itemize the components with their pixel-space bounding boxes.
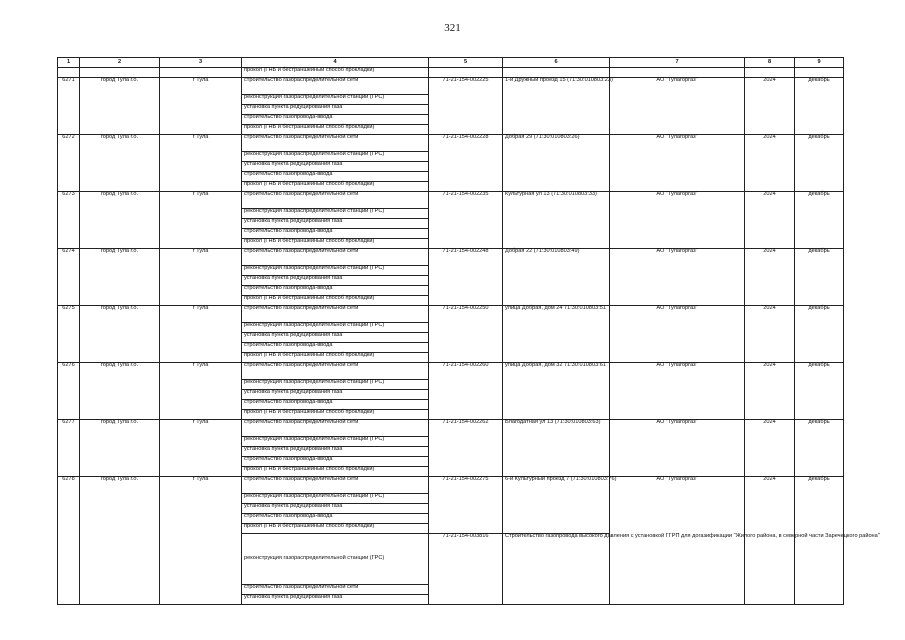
year-cell: 2024 [745,363,795,420]
cadastral-code: 71-21-154-003816 [429,534,503,605]
work-item: строительство газопровода-ввода [242,343,429,353]
cadastral-code: 71-21-154-002248 [429,249,503,306]
work-item: строительство газопровода-ввода [242,286,429,296]
organization-cell: АО "Тулагоргаз" [610,192,745,249]
address-cell: Добрая 29 (71:30:010803:26) [503,135,610,192]
column-header: 2 [80,58,160,68]
address-cell: 6-й Культурный проезд 7 (71:30:010803:76) [503,477,610,534]
table-row [58,363,844,380]
table-row [58,78,844,95]
organization-cell: АО "Тулагоргаз" [610,363,745,420]
record-number: 6272 [58,135,80,192]
table-row [58,192,844,209]
district-cell: город Тула г.о. [80,192,160,249]
organization-cell: АО "Тулагоргаз" [610,78,745,135]
year-cell: 2024 [745,249,795,306]
work-item: реконструкция газораспределительной станции (ГРС) [242,437,429,447]
cadastral-code: 71-21-154-002260 [429,363,503,420]
work-item: установка пункта редуцирования газа [242,447,429,457]
work-item: прокол (ГНБ и бестраншейный способ прокладки) [242,68,429,78]
work-item: реконструкция газораспределительной станции (ГРС) [242,152,429,162]
district-cell: город Тула г.о. [80,306,160,363]
work-item: установка пункта редуцирования газа [242,219,429,229]
address-cell: Добрая 22 (71:30:010803:49) [503,249,610,306]
work-item: прокол (ГНБ и бестраншейный способ прокладки) [242,524,429,534]
column-header: 6 [503,58,610,68]
work-item: установка пункта редуцирования газа [242,390,429,400]
carry-over-row [58,68,844,78]
work-item: установка пункта редуцирования газа [242,595,429,605]
address-cell: улица Добрая, дом 24 71:30:010803:51 [503,306,610,363]
cadastral-code: 71-21-154-002250 [429,306,503,363]
work-item: строительство газораспределительной сети [242,78,429,95]
record-number: 6271 [58,78,80,135]
table-row [58,477,844,494]
cadastral-code: 71-21-154-002235 [429,192,503,249]
district-cell: город Тула г.о. [80,249,160,306]
work-item: установка пункта редуцирования газа [242,105,429,115]
work-item: реконструкция газораспределительной станции (ГРС) [242,209,429,219]
work-item: строительство газопровода-ввода [242,400,429,410]
record-number: 6277 [58,420,80,477]
year-cell: 2024 [745,78,795,135]
city-cell: г Тула [160,306,242,363]
record-number: 6276 [58,363,80,420]
city-cell: г Тула [160,363,242,420]
record-number: 6273 [58,192,80,249]
work-item: реконструкция газораспределительной станции (ГРС) [242,534,429,585]
address-cell: Культурная ул 13 (71:30:010803:33) [503,192,610,249]
city-cell: г Тула [160,420,242,477]
work-item: строительство газораспределительной сети [242,477,429,494]
work-item: строительство газораспределительной сети [242,363,429,380]
district-cell: город Тула г.о. [80,477,160,605]
city-cell: г Тула [160,249,242,306]
work-item: реконструкция газораспределительной станции (ГРС) [242,380,429,390]
address-cell: 1-й Дружный проезд 15 (71:30:010803:23) [503,78,610,135]
header-row [58,58,844,68]
work-item: строительство газопровода-ввода [242,514,429,524]
month-cell: декабрь [795,192,844,249]
organization-cell: АО "Тулагоргаз" [610,477,745,605]
city-cell: г Тула [160,135,242,192]
month-cell: декабрь [795,477,844,605]
work-item: прокол (ГНБ и бестраншейный способ прокладки) [242,182,429,192]
cadastral-code: 71-21-154-002225 [429,78,503,135]
table-body [58,67,880,605]
page-number: 321 [444,22,461,34]
table-row [58,135,844,152]
work-item: строительство газораспределительной сети [242,306,429,323]
address-cell: Строительство газопровода высокого давления с установкой ГГРП для догазификации "Жилого района, в северной части Заречецкого района" [503,534,610,605]
district-cell: город Тула г.о. [80,135,160,192]
register-table [57,57,880,605]
record-number: 6274 [58,249,80,306]
work-item: установка пункта редуцирования газа [242,162,429,172]
table-row [58,249,844,266]
work-item: строительство газораспределительной сети [242,420,429,437]
organization-cell: АО "Тулагоргаз" [610,135,745,192]
city-cell: г Тула [160,78,242,135]
work-item: строительство газопровода-ввода [242,457,429,467]
work-item: строительство газораспределительной сети [242,249,429,266]
year-cell: 2024 [745,477,795,605]
year-cell: 2024 [745,420,795,477]
column-header: 4 [242,58,429,68]
work-item: прокол (ГНБ и бестраншейный способ прокладки) [242,296,429,306]
cadastral-code: 71-21-154-002275 [429,477,503,534]
month-cell: декабрь [795,420,844,477]
work-item: прокол (ГНБ и бестраншейный способ прокладки) [242,353,429,363]
district-cell: город Тула г.о. [80,363,160,420]
address-cell: улица Добрая, дом 32 71:30:010803:61 [503,363,610,420]
work-item: строительство газораспределительной сети [242,585,429,595]
organization-cell: АО "Тулагоргаз" [610,420,745,477]
work-item: прокол (ГНБ и бестраншейный способ прокладки) [242,410,429,420]
column-header: 5 [429,58,503,68]
work-item: прокол (ГНБ и бестраншейный способ прокладки) [242,125,429,135]
work-item: реконструкция газораспределительной станции (ГРС) [242,266,429,276]
work-item: реконструкция газораспределительной станции (ГРС) [242,95,429,105]
district-cell: город Тула г.о. [80,420,160,477]
city-cell: г Тула [160,477,242,605]
work-item: строительство газопровода-ввода [242,172,429,182]
address-cell: Благодатная ул 13 (71:30:010803:63) [503,420,610,477]
year-cell: 2024 [745,306,795,363]
year-cell: 2024 [745,135,795,192]
work-item: установка пункта редуцирования газа [242,333,429,343]
work-item: реконструкция газораспределительной станции (ГРС) [242,323,429,333]
district-cell: город Тула г.о. [80,78,160,135]
month-cell: декабрь [795,363,844,420]
organization-cell: АО "Тулагоргаз" [610,249,745,306]
month-cell: декабрь [795,135,844,192]
work-item: строительство газораспределительной сети [242,192,429,209]
work-item: прокол (ГНБ и бестраншейный способ прокладки) [242,467,429,477]
month-cell: декабрь [795,78,844,135]
work-item: строительство газораспределительной сети [242,135,429,152]
column-header: 8 [745,58,795,68]
record-number: 6278 [58,477,80,605]
cadastral-code: 71-21-154-002262 [429,420,503,477]
work-item: установка пункта редуцирования газа [242,276,429,286]
work-item: прокол (ГНБ и бестраншейный способ прокладки) [242,239,429,249]
year-cell: 2024 [745,192,795,249]
table-row [58,306,844,323]
column-header: 7 [610,58,745,68]
column-header: 9 [795,58,844,68]
column-header: 3 [160,58,242,68]
city-cell: г Тула [160,192,242,249]
work-item: строительство газопровода-ввода [242,229,429,239]
work-item: строительство газопровода-ввода [242,115,429,125]
record-number: 6275 [58,306,80,363]
organization-cell: АО "Тулагоргаз" [610,306,745,363]
work-item: установка пункта редуцирования газа [242,504,429,514]
table-row [58,420,844,437]
month-cell: декабрь [795,249,844,306]
month-cell: декабрь [795,306,844,363]
column-header: 1 [58,58,80,68]
work-item: реконструкция газораспределительной станции (ГРС) [242,494,429,504]
cadastral-code: 71-21-154-002228 [429,135,503,192]
